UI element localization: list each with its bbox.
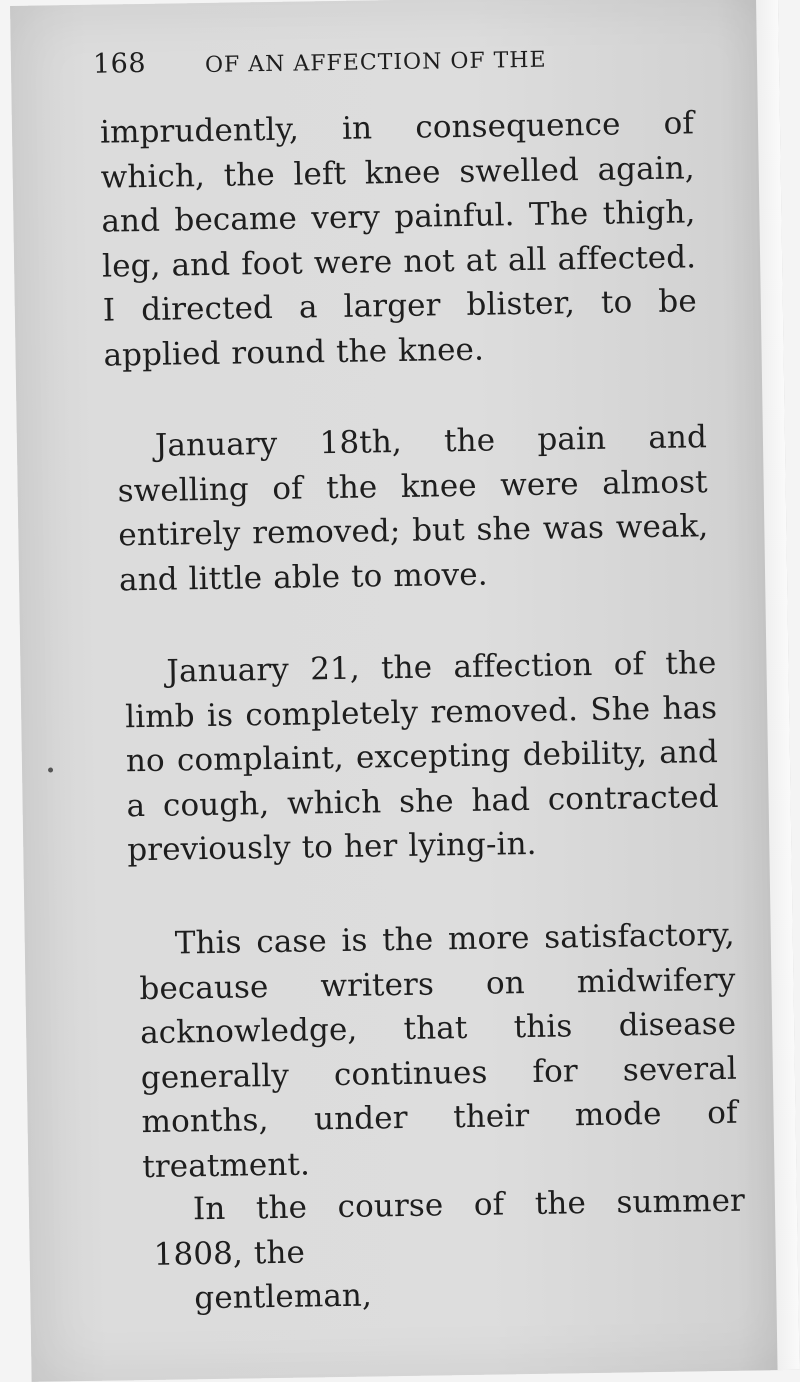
paragraph-january-21: January 21, the affection of the limb is completely removed. She has no complaint, excepting debility, and a cough, which she had contracted previously to her lying-in. <box>124 645 719 869</box>
page-number: 168 <box>92 47 147 80</box>
paragraph-january-18: January 18th, the pain and swelling of the knee were almost entirely removed; but she was weak, and little able to move. <box>117 419 709 598</box>
catchword: gentleman, <box>194 1277 373 1317</box>
paragraph-case-satisfactory: This case is the more satisfactory, because writers on midwifery acknowledge, that this disease generally continues for several months, under their mode of treatment. <box>139 916 738 1185</box>
paragraph-continued: imprudently, in consequence of which, the left knee swelled again, and became very painful. The thigh, leg, and foot were not at all affected. I directed a larger blister, to be applied round the knee. <box>99 105 698 374</box>
book-page <box>10 0 800 1382</box>
page-edge <box>756 0 800 1370</box>
page-header <box>93 38 654 87</box>
ink-speck <box>48 767 53 772</box>
running-title: OF AN AFFECTION OF THE <box>204 47 547 78</box>
paragraph-summer-1808-text: In the course of the summer 1808, the <box>153 1182 746 1273</box>
paragraph-summer-1808 <box>153 1179 747 1322</box>
